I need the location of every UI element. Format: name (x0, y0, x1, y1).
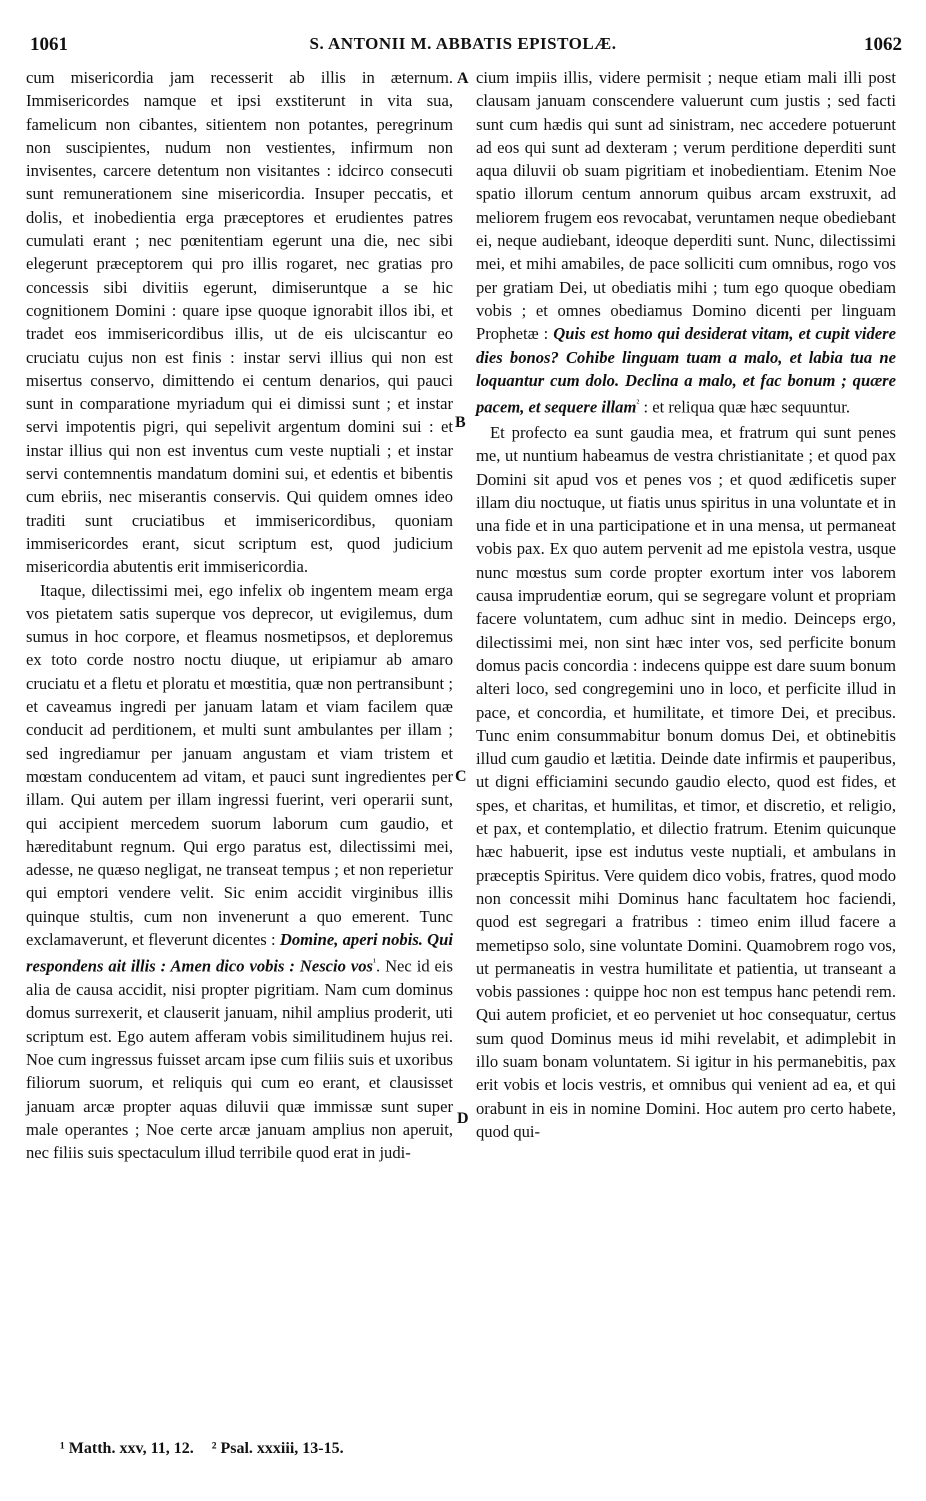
running-title: S. ANTONII M. ABBATIS EPISTOLÆ. (309, 34, 617, 53)
margin-marker-c: C (455, 768, 467, 785)
margin-marker-b: B (455, 414, 466, 431)
running-header (20, 34, 906, 60)
left-paragraph-1: cum misericordia jam recesserit ab illis in æternum. Immisericordes namque et ipsi exstiterunt in vita sua, famelicum non cibantes, sitientem non potantes, peregrinum non suscipientes, nudum non vestientes, infirmum non invisentes, carcere detentum non visitantes : idcirco consecuti sunt remunerationem sine misericordia. Insuper peccatis, et dolis, et inobedientia erga præceptores et erudientes patres cumulati erant ; nec pœnitentiam egerunt una die, nec sibi elegerunt præceptorem qui pro illis rogaret, nec gratias pro concessis sibi divitiis egerunt, dimiseruntque a se hic cognitionem Domini : quare ipse quoque ignorabit illos ibi, et tradet eos immisericordibus illis, ut de eis ulciscantur eo cruciatu cujus non est finis : instar servi illius qui non est misertus conservo, dimittendo ei centum denarios, qui pauci sunt in comparatione myriadum qui ei dimissi sunt ; et instar servi impotentis pigri, qui sepelivit argentum domini sui : et instar illius qui non est inventus cum veste nuptiali ; et instar servi contemnentis mandatum domini sui, et edentis et bibentis cum ebriis, nec miserantis conservis. Qui quidem omnes ideo traditi sunt cruciatibus et immisericordibus, quoniam immisericordes erant, sicut scriptum est, quod judicium misericordia abutentis erit immisericordia. (26, 68, 453, 577)
footnote-1: ¹ Matth. xxv, 11, 12. (60, 1440, 194, 1457)
right-column (476, 66, 896, 1143)
footnotes (60, 1440, 358, 1458)
margin-marker-d: D (457, 1110, 469, 1127)
page-number-left: 1061 (30, 34, 68, 55)
right-paragraph-1 (476, 66, 896, 419)
page-number-right: 1062 (864, 34, 902, 55)
scripture-quote-psalm: Quis est homo qui desiderat vitam, et cupit videre dies bonos? Cohibe linguam tuam a malo, et labia tua ne loquantur cum dolo. Declina a malo, et fac bonum ; quære pacem, et sequere illam (476, 324, 896, 417)
margin-marker-a: A (457, 70, 469, 87)
right-paragraph-1-text-b: : et reliqua quæ hæc sequuntur. (639, 397, 850, 417)
footnote-ref-2: ² (636, 398, 640, 410)
left-paragraph-2-text-b: . Nec id eis alia de causa accidit, nisi propter pigritiam. Nam cum dominus domus surrexerit, et clauserit januam, nihil amplius proderit, uti scriptum est. Ego autem afferam vobis similitudinem hujus rei. Noe cum ingressus fuisset arcam ipse cum filiis suis et uxoribus filiorum suorum, et reliquis qui cum eo erant, et clausisset januam arcæ propter aquas diluvii quæ immissæ sunt super male operantes ; Noe certe arcæ januam amplius non aperuit, nec filiis suis spectaculum illud terribile quod erat in judi- (26, 956, 453, 1163)
right-paragraph-1-text-a: cium impiis illis, videre permisit ; neque etiam mali illi post clausam januam conscendere valuerunt cum justis ; sed facti sunt cum hædis qui sunt ad sinistram, nec accedere potuerunt ad eos qui sunt ad dexteram ; verum perditione deperditi sunt aqua diluvii ob suam pigritiam et inobedientiam. Etenim Noe spatio illorum centum annorum quibus arcam exstruxit, ad meliorem frugem eos revocabat, veruntamen neque obediebant ei, neque audiebant, ideoque deperditi sunt. Nunc, dilectissimi mei, et mihi amabiles, de pace solliciti cum omnibus, rogo vos per gratiam Dei, ut obediatis mihi ; tum ego quoque obediam vobis ; et omnes obediamus Domino dicenti per linguam Prophetæ : (476, 68, 896, 344)
right-paragraph-2: Et profecto ea sunt gaudia mea, et fratrum qui sunt penes me, ut nuntium habeamus de vestra christianitate ; et quod pax Domini sit apud vos et penes vos ; et quod ædificetis super illam diu noctuque, ut fiatis unus spiritus in una voluntate et in una fide et in una participatione et in una mensa, ut permaneat vobis pax. Ex quo autem pervenit ad me epistola vestra, usque nunc mœstus sum corde propter exortum inter vos laborem causa imprudentiæ eorum, qui se segregare volunt et propriam facere voluntatem, cum adhuc sint in medio. Deinceps ergo, dilectissimi mei, non sint hæc inter vos, sed perficite bonum domus pacis concordia : indecens quippe est dare suum bonum alteri loco, sed congregemini uno in loco, et perficite illud in pace, et concordia, et humilitate, et timore Dei, et precibus. Tunc enim consummabitur bonum domus Dei, et obtinebitis illud cum gaudio et lætitia. Deinde date infirmis et pauperibus, ut digni efficiamini secundo gaudio electo, quod est fides, et spes, et charitas, et humilitas, et timor, et discretio, et religio, et pax, et contemplatio, et dilectio fratrum. Etenim quicunque hæc habuerit, ipse est indutus veste nuptiali, et ambulans in præceptis Spiritus. Vere quidem dico vobis, fratres, quod modo non concessit mihi Dominus hanc facultatem hoc faciendi, quod est segregari a fratribus : timeo enim illud facere a memetipso solo, sine voluntate Domini. Quamobrem rogo vos, ut permaneatis in vestra humilitate et patientia, ut transeant a vobis passiones : quippe hoc non est tempus hanc petendi rem. Qui autem proficiet, et eo perveniet ut hoc consequatur, certus sum quod Dominus meus id mihi revelabit, et adimplebit in illo suam bonam voluntatem. Si igitur in his permanebitis, pax erit vobis et locis vestris, et omnibus qui venient ad ea, et qui orabunt in eis in nomine Domini. Hoc autem pro certo habete, quod qui- (476, 422, 896, 1141)
footnote-ref-1: ¹ (373, 957, 376, 969)
footnote-2: ² Psal. xxxiii, 13-15. (211, 1440, 344, 1457)
left-column (26, 66, 453, 1164)
left-paragraph-2 (26, 579, 453, 1165)
scripture-quote-matthew: Domine, aperi nobis. Qui respondens ait illis : Amen dico vobis : Nescio vos (26, 929, 454, 976)
left-paragraph-2-text-a: Itaque, dilectissimi mei, ego infelix ob ingentem meam erga vos pietatem satis superque vos deprecor, ut evigilemus, dum sumus in hoc corpore, et fleamus nosmetipsos, et deploremus ex toto corde nostro noctu diuque, ut eripiamur ab amaro cruciatu et a fletu et ploratu et mœstitia, quæ non pertransibunt ; et caveamus ingredi per januam latam et viam facilem quæ conducit ad perditionem, et multi sunt ambulantes per illam ; sed ingrediamur per januam angustam et viam tristem et mœstam conducentem ad vitam, et pauci sunt ingredientes per illam. Qui autem per illam ingressi fuerint, veri operarii sunt, qui accipient mercedem suorum laborum cum gaudio, et hæreditabunt regnum. Qui ergo paratus est, dilectissimi mei, adesse, ne quæso negligat, ne transeat tempus ; et non reperietur qui emptori vendere velit. Sic enim accidit virginibus illis quinque stultis, cum non invenerunt a quo emerent. Tunc exclamaverunt, et fleverunt dicentes : (26, 580, 453, 949)
